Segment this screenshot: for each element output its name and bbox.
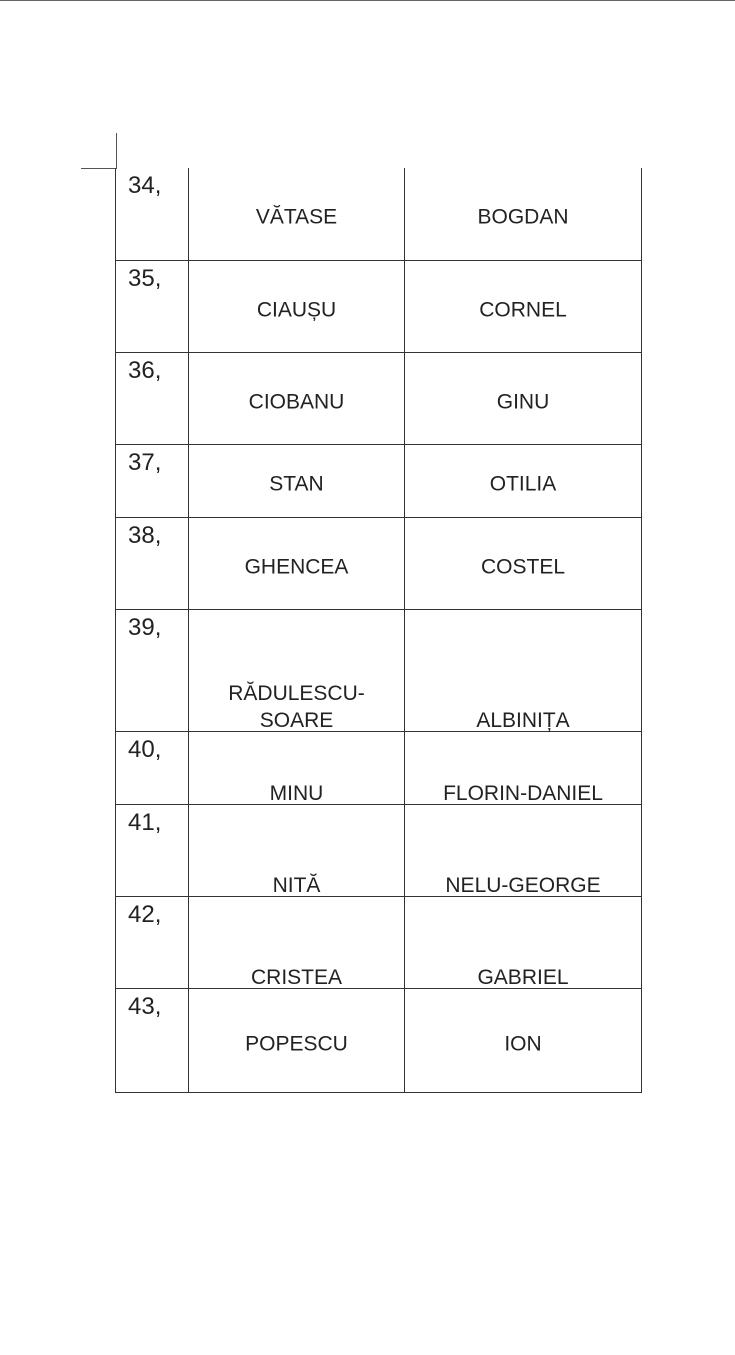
last-name-cell: [189, 353, 405, 444]
crop-mark-vertical: [116, 133, 117, 169]
last-name-cell: [189, 518, 405, 609]
last-name-line-1: RĂDULESCU-: [228, 682, 365, 705]
table-row: [115, 732, 642, 805]
last-name: NITĂ: [272, 874, 321, 897]
number-cell: [116, 897, 189, 988]
last-name-cell: [189, 445, 405, 517]
last-name: POPESCU: [245, 1032, 348, 1056]
first-name: ALBINIȚA: [476, 709, 570, 732]
row-number: 39,: [128, 614, 162, 641]
number-cell: [116, 610, 189, 731]
last-name-cell: [189, 610, 405, 731]
first-name: FLORIN-DANIEL: [443, 782, 603, 805]
first-name-cell: [405, 897, 641, 988]
table-row: [115, 518, 642, 610]
last-name-cell: [189, 261, 405, 352]
row-number: 40,: [128, 736, 162, 763]
row-number: 37,: [128, 449, 162, 476]
first-name: GABRIEL: [477, 966, 569, 989]
table-row: [115, 261, 642, 353]
first-name: ION: [504, 1032, 542, 1056]
last-name: VĂTASE: [255, 205, 338, 229]
first-name: NELU-GEORGE: [445, 874, 601, 897]
first-name-cell: [405, 168, 641, 260]
last-name: CRISTEA: [250, 966, 342, 989]
first-name-cell: [405, 353, 641, 444]
last-name: CIOBANU: [248, 390, 345, 414]
number-cell: [116, 261, 189, 352]
names-table: [115, 168, 642, 1093]
last-name: STAN: [269, 472, 324, 496]
first-name-cell: [405, 610, 641, 731]
number-cell: [116, 353, 189, 444]
last-name-cell: [189, 805, 405, 896]
first-name-cell: [405, 989, 641, 1092]
table-row: [115, 445, 642, 518]
first-name: CORNEL: [479, 298, 567, 322]
first-name-cell: [405, 261, 641, 352]
row-number: 36,: [128, 357, 162, 384]
first-name-cell: [405, 805, 641, 896]
first-name: OTILIA: [489, 472, 557, 496]
table-row: [115, 897, 642, 989]
table-row: [115, 989, 642, 1093]
last-name-cell: [189, 168, 405, 260]
first-name-cell: [405, 732, 641, 804]
last-name-line-2: SOARE: [259, 709, 334, 732]
top-border-line: [0, 0, 735, 1]
last-name-cell: [189, 732, 405, 804]
number-cell: [116, 989, 189, 1092]
row-number: 38,: [128, 522, 162, 549]
row-number: 42,: [128, 901, 162, 928]
number-cell: [116, 445, 189, 517]
row-number: 35,: [128, 265, 162, 292]
last-name-cell: [189, 897, 405, 988]
last-name: [189, 680, 404, 734]
first-name-cell: [405, 445, 641, 517]
first-name: BOGDAN: [477, 205, 569, 229]
first-name: COSTEL: [480, 555, 566, 579]
last-name: MINU: [269, 782, 324, 805]
first-name-cell: [405, 518, 641, 609]
number-cell: [116, 518, 189, 609]
table-row: [115, 805, 642, 897]
row-number: 41,: [128, 809, 162, 836]
last-name-cell: [189, 989, 405, 1092]
table-row: [115, 168, 642, 261]
last-name: GHENCEA: [244, 555, 349, 579]
number-cell: [116, 732, 189, 804]
table-row: [115, 353, 642, 445]
crop-mark-horizontal: [81, 168, 116, 169]
number-cell: [116, 168, 189, 260]
first-name: GINU: [496, 390, 550, 414]
last-name: CIAUȘU: [256, 298, 337, 322]
table-row: [115, 610, 642, 732]
row-number: 43,: [128, 993, 162, 1020]
row-number: 34,: [128, 172, 162, 199]
number-cell: [116, 805, 189, 896]
